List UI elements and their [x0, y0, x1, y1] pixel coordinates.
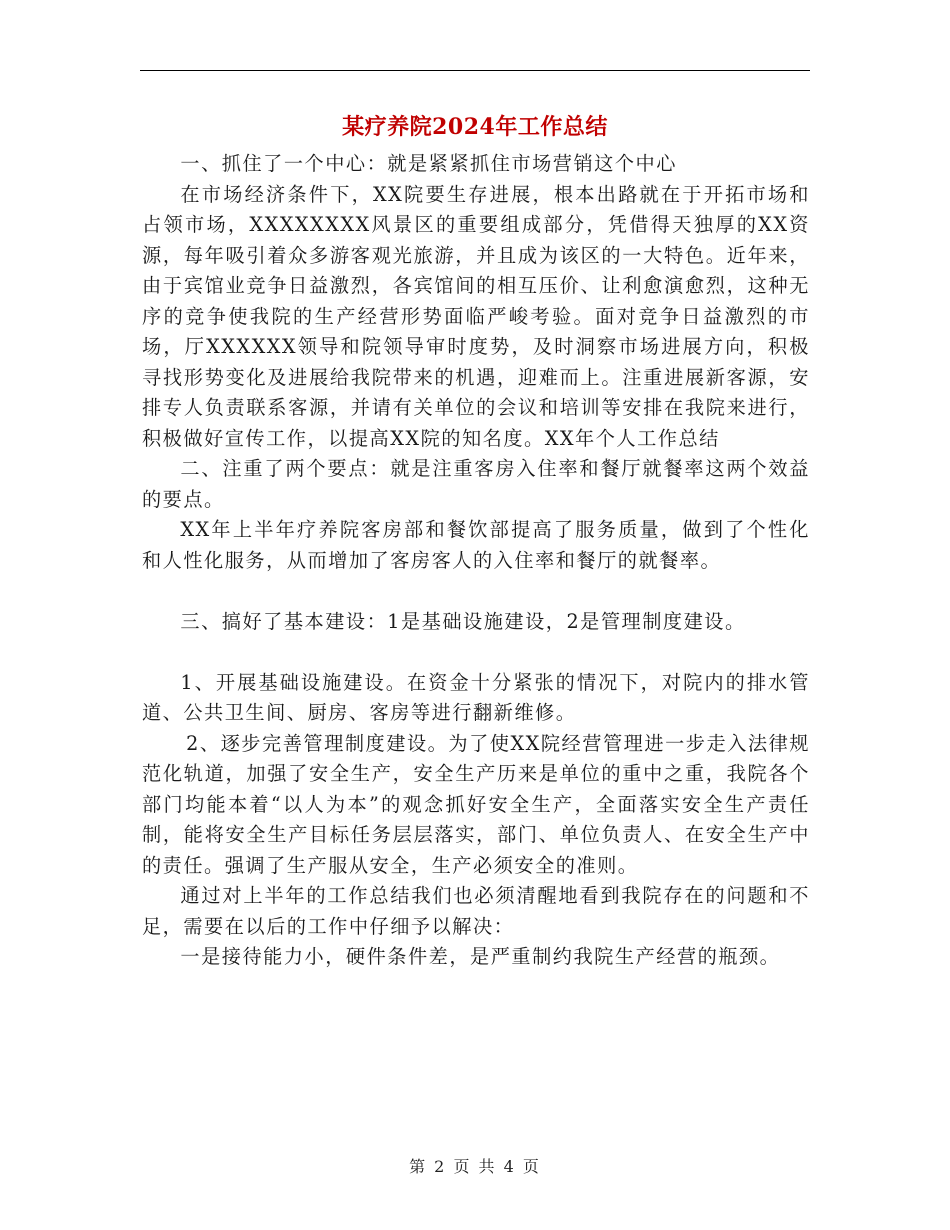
list-item: 1、开展基础设施建设。在资金十分紧张的情况下，对院内的排水管道、公共卫生间、厨房、客房等进行翻新维修。	[142, 670, 810, 724]
blank-line	[142, 576, 810, 607]
page-number-footer: 第 2 页 共 4 页	[409, 1157, 541, 1176]
document-title: 某疗养院2024年工作总结	[342, 114, 608, 140]
paragraph: 通过对上半年的工作总结我们也必须清醒地看到我院存在的问题和不足，需要在以后的工作中仔细予以解决：	[142, 884, 810, 938]
paragraph: XX年上半年疗养院客房部和餐饮部提高了服务质量，做到了个性化和人性化服务，从而增加了客房客人的入住率和餐厅的就餐率。	[142, 518, 810, 572]
paragraph: 在市场经济条件下，XX院要生存进展，根本出路就在于开拓市场和占领市场，XXXXXXXX风景区的重要组成部分，凭借得天独厚的XX资源，每年吸引着众多游客观光旅游，并且成为该区的一大特色。近年来，由于宾馆业竞争日益激烈，各宾馆间的相互压价、让利愈演愈烈，这种无序的竞争使我院的生产经营形势面临严峻考验。面对竞争日益激烈的市场，厅XXXXXX领导和院领导审时度势，及时洞察市场进展方向，积极寻找形势变化及进展给我院带来的机遇，迎难而上。注重进展新客源，安排专人负责联系客源，并请有关单位的会议和培训等安排在我院来进行，积极做好宣传工作，以提高XX院的知名度。XX年个人工作总结	[142, 182, 810, 450]
header-rule	[140, 70, 810, 71]
list-item: 2、逐步完善管理制度建设。为了使XX院经营管理进一步走入法律规范化轨道，加强了安全生产，安全生产历来是单位的重中之重，我院各个部门均能本着“以人为本”的观念抓好安全生产，全面落实安全生产责任制，能将安全生产目标任务层层落实，部门、单位负责人、在安全生产中的责任。强调了生产服从安全，生产必须安全的准则。	[142, 731, 810, 877]
document-body	[142, 149, 810, 973]
section-heading-3: 三、搞好了基本建设：1是基础设施建设，2是管理制度建设。	[180, 609, 746, 633]
paragraph: 一是接待能力小，硬件条件差，是严重制约我院生产经营的瓶颈。	[180, 945, 781, 968]
section-heading-1: 一、抓住了一个中心：就是紧紧抓住市场营销这个中心	[180, 152, 677, 175]
blank-line	[142, 637, 810, 668]
section-heading-2: 二、注重了两个要点：就是注重客房入住率和餐厅就餐率这两个效益的要点。	[142, 457, 810, 511]
